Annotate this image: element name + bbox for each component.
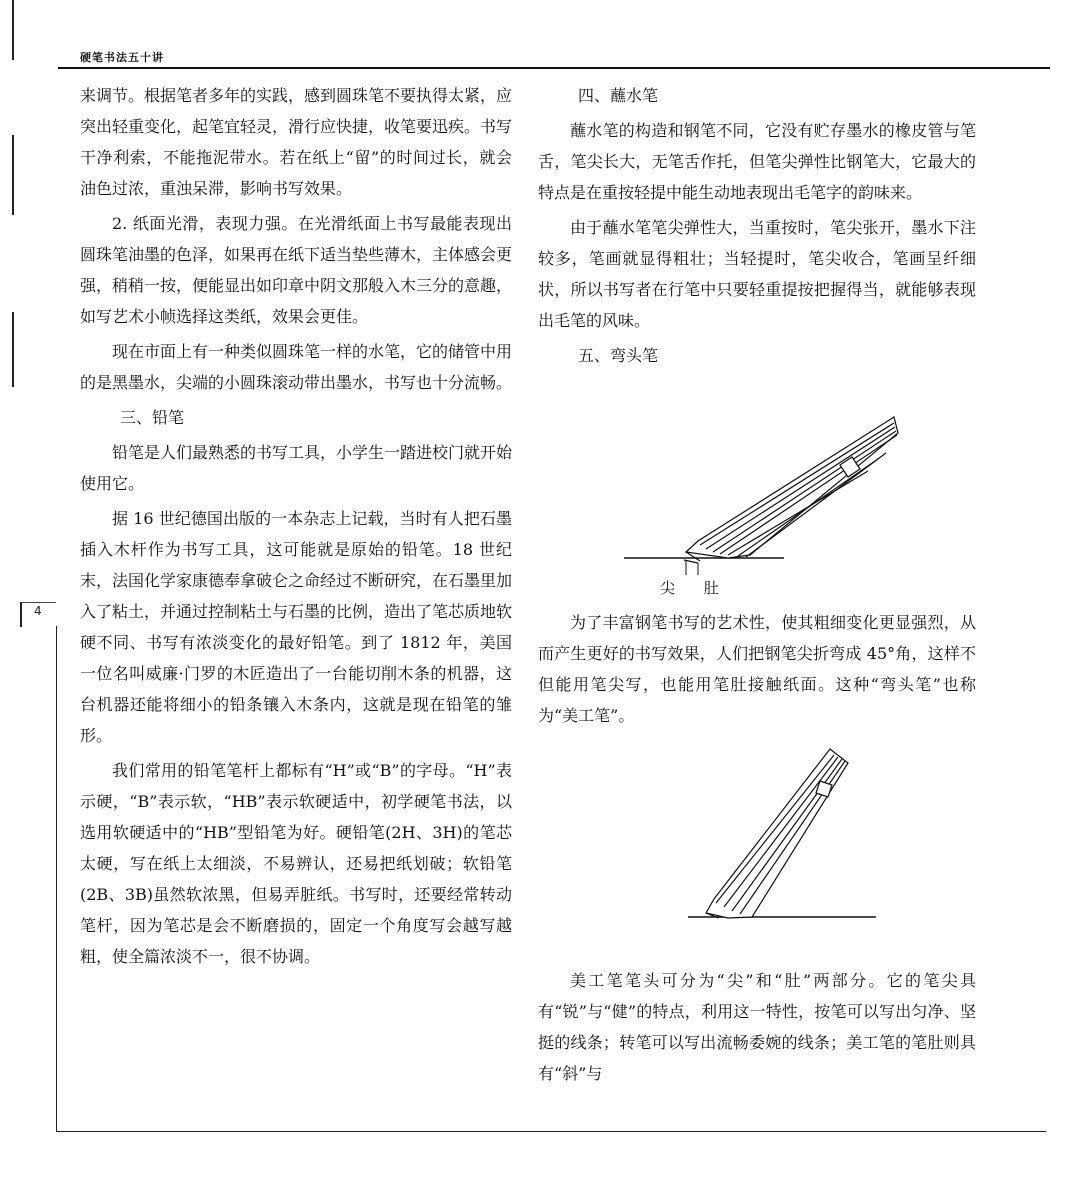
section-heading-dip-pen: 四、蘸水笔 (578, 86, 659, 105)
bent-nib-pen-figure-2 (538, 735, 976, 965)
paragraph: 据 16 世纪德国出版的一本杂志上记载，当时有人把石墨插入木杆作为书写工具，这可能就是原始的铅笔。18 世纪末，法国化学家康德奉拿破仑之命经过不断研究，在石墨里加入了粘土，并通过控制粘土与石墨的比例，造出了笔芯质地软硬不同、书写有浓淡变化的最好铅笔。到了 1812 年，美国一位名叫威廉·门罗的木匠造出了一台能切削木条的机器，这台机器还能将细小的铅条镶入木条内，这就是现在铅笔的雏形。 (80, 509, 513, 745)
page-number: 4 (34, 604, 42, 618)
scan-edge-mark (12, 135, 14, 215)
bent-nib-pen-illustration-2 (538, 735, 976, 965)
running-header-title: 硬笔书法五十讲 (80, 51, 164, 64)
right-column (538, 80, 976, 1093)
footer-rule (56, 1131, 1046, 1132)
left-column (80, 80, 512, 976)
header-rule (58, 67, 1050, 69)
scan-edge-mark (12, 312, 14, 387)
paragraph: 来调节。根据笔者多年的实践，感到圆珠笔不要执得太紧，应突出轻重变化，起笔宜轻灵，滑行应快捷，收笔要迅疾。书写干净利索，不能拖泥带水。若在纸上“留”的时间过长，就会油色过浓，重浊呆滞，影响书写效果。 (80, 86, 513, 198)
paragraph: 蘸水笔的构造和钢笔不同，它没有贮存墨水的橡皮管与笔舌，笔尖长大，无笔舌作托，但笔尖弹性比钢笔大，它最大的特点是在重按轻提中能生动地表现出毛笔字的韵味来。 (538, 121, 976, 202)
paragraph: 为了丰富钢笔书写的艺术性，使其粗细变化更显强烈，从而产生更好的书写效果，人们把钢笔尖折弯成 45°角，这样不但能用笔尖写，也能用笔肚接触纸面。这种“弯头笔”也称为“美工笔”。 (538, 613, 976, 725)
bent-nib-pen-illustration (538, 375, 976, 607)
paragraph: 我们常用的铅笔笔杆上都标有“H”或“B”的字母。“H”表示硬，“B”表示软，“HB”表示软硬适中，初学硬笔书法，以选用软硬适中的“HB”型铅笔为好。硬铅笔(2H、3H)的笔芯太硬，写在纸上太细淡，不易辨认，还易把纸划破；软铅笔(2B、3B)虽然软浓黑，但易弄脏纸。书写时，还要经常转动笔杆，因为笔芯是会不断磨损的，固定一个角度写会越写越粗，使全篇浓淡不一，很不协调。 (80, 761, 512, 966)
bent-nib-pen-figure (538, 375, 976, 607)
paragraph: 铅笔是人们最熟悉的书写工具，小学生一踏进校门就开始使用它。 (80, 443, 513, 493)
paragraph: 2. 纸面光滑，表现力强。在光滑纸面上书写最能表现出圆珠笔油墨的色泽，如果再在纸下适当垫些薄木，主体感会更强，稍稍一按，便能显出如印章中阴文那般入木三分的意趣，如写艺术小帧选择这类纸，效果会更佳。 (80, 214, 513, 326)
section-heading-bent-nib-pen: 五、弯头笔 (578, 346, 659, 365)
binding-line (56, 626, 57, 1132)
scan-edge-mark-top (12, 0, 14, 60)
paragraph: 美工笔笔头可分为“尖”和“肚”两部分。它的笔尖具有“锐”与“健”的特点，利用这一特性，按笔可以写出匀净、坚挺的线条；转笔可以写出流畅委婉的线条；美工笔的笔肚则具有“斜”与 (538, 971, 976, 1083)
figure-label-tip-belly: 尖 肚 (660, 579, 731, 597)
paragraph: 现在市面上有一种类似圆珠笔一样的水笔，它的储管中用的是黑墨水，尖端的小圆珠滚动带出墨水，书写也十分流畅。 (80, 342, 513, 392)
paragraph: 由于蘸水笔笔尖弹性大，当重按时，笔尖张开，墨水下注较多，笔画就显得粗壮；当轻提时，笔尖收合，笔画呈纤细状，所以书写者在行笔中只要轻重提按把握得当，就能够表现出毛笔的风味。 (538, 218, 976, 330)
section-heading-pencil: 三、铅笔 (120, 408, 185, 427)
